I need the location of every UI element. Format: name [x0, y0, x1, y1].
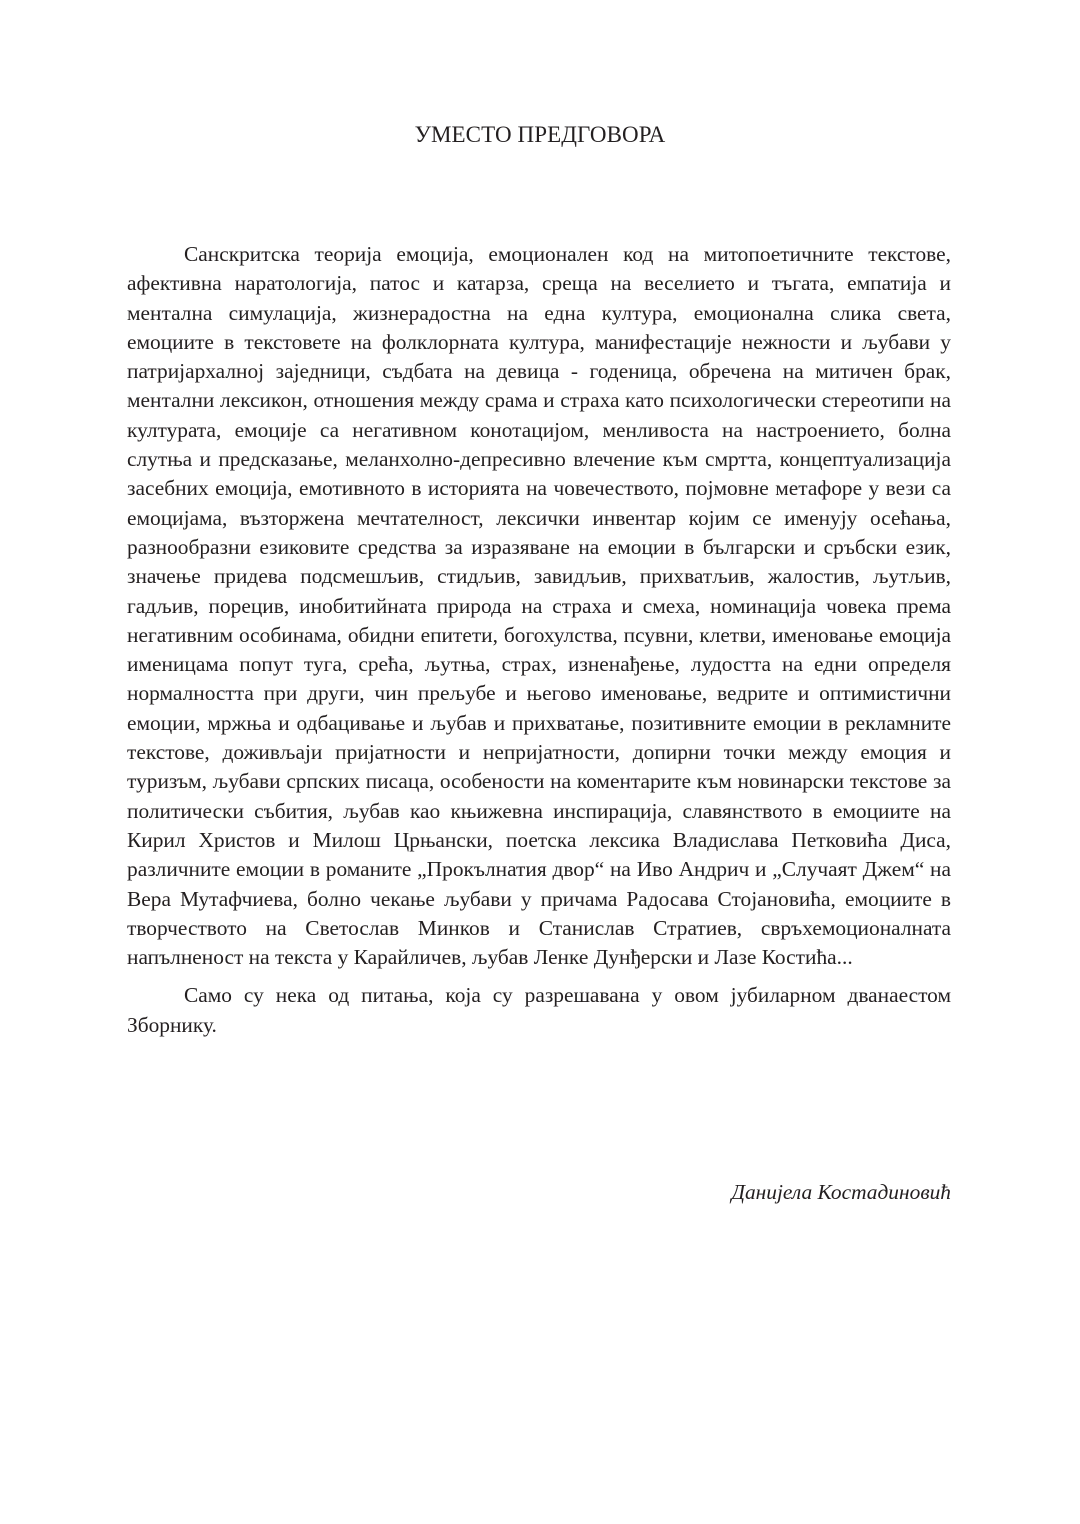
- page-title: УМЕСТО ПРЕДГОВОРА: [414, 122, 666, 147]
- author-signature: Данијела Костадиновић: [731, 1180, 951, 1204]
- preface-paragraph-topics: Санскритска теорија емоција, емоционален код на митопоетичните текстове, афективна наратологија, патос и катарза, среща на веселието и тъгата, емпатија и ментална симулација, жизнерадостна на една култура, емоционална слика света, емоциите в текстовете на фолклорната култура, манифестације нежности и љубави у патријархалној заједници, съдбата на девица - годеница, обречена на митичен брак, ментални лексикон, отношения между срама и страха като психологически стереотипи на културата, емоције са негативном конотацијом, менливоста на настроението, болна слутња и предсказање, меланхолно-депресивно влечение към смртта, концептуализација засебних емоција, емотивното в историята на човечеството, појмовне метафоре у вези са емоцијама, възторжена мечтателност, лексички инвентар којим се именују осећања, разнообразни езиковите средства за изразяване на емоции в български и сръбски език, значење придева подсмешљив, стидљив, завидљив, прихватљив, жалостив, љутљив, гадљив, порецив, инобитийната природа на страха и смеха, номинација човека према негативним особинама, обидни епитети, богохулства, псувни, клетви, именовање емоција именицама попут туга, срећа, љутња, страх, изненађење, лудостта на едни определя нормалността при други, чин прељубе и његово именовање, ведрите и оптимистични емоции, мржња и одбацивање и љубав и прихватање, позитивните емоции в рекламните текстове, доживљаји пријатности и непријатности, допирни точки между емоция и туризъм, љубави српских писаца, особености на коментарите към новинарски текстове за политически събития, љубав као књижевна инспирација, славянството в емоциите на Кирил Христов и Милош Црњански, поетска лексика Владислава Петковића Диса, различните емоции в романите „Прокълнатия двор“ на Иво Андрич и „Случаят Джем“ на Вера Мутафчиева, болно чекање љубави у причама Радосава Стојановића, емоциите в творчеството на Светослав Минков и Станислав Стратиев, свръхемоционалната напълненост на текста у Карайличев, љубав Ленке Дунђерски и Лазе Костића...: [127, 242, 951, 970]
- preface-paragraph-closing: Само су нека од питања, која су разрешавана у овом јубиларном дванаестом Зборнику.: [127, 983, 951, 1037]
- preface-body: [127, 240, 951, 1040]
